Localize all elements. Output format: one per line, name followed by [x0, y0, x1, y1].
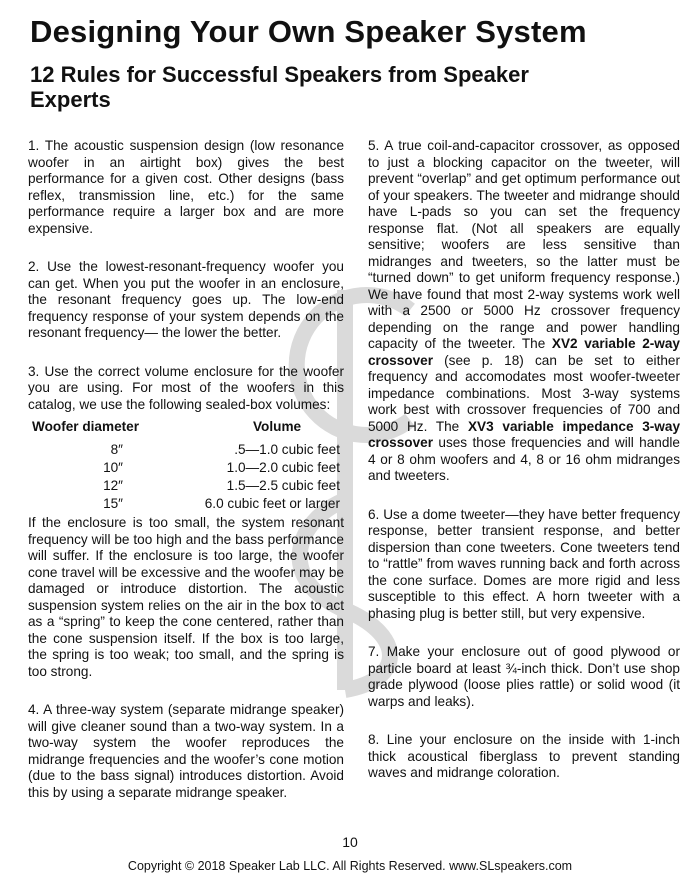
volume-cell: 6.0 cubic feet or larger — [204, 496, 340, 511]
page-number: 10 — [342, 834, 358, 850]
table-row — [32, 441, 344, 459]
rule-5-text-3: uses those frequencies and will handle 4 or 8 ohm woofers and 4, 8 or 16 ohm midranges and tweeters. — [368, 435, 680, 483]
enclosure-volume-table — [32, 419, 344, 513]
rule-3-intro: 3. Use the correct volume enclosure for the woofer you are using. For most of the woofers in this catalog, we use the following sealed-box volumes: — [28, 363, 344, 412]
rule-1: 1. The acoustic suspension design (low resonance woofer in an airtight box) gives the best performance for a given cost. Other designs (bass reflex, transmission line, etc.) for the same performance require a larger box and are more expensive. — [28, 138, 344, 236]
rule-5 — [368, 138, 680, 485]
rule-5-text-1: 5. A true coil-and-capacitor crossover, as opposed to just a blocking capacitor on the tweeter, will prevent “overlap” and get optimum performance out of your speakers. The tweeter and midrange should have L-pads so you can set the frequency response flat. (Not all speakers are equally sensitive; woofers are less sensitive than midranges and tweeters, so the latter must be “turned down” to get uniform frequency response.) We have found that most 2-way systems work well with a 2500 or 5000 Hz crossover frequency depending on the range and power handling capacity of the tweeter. The — [368, 138, 680, 351]
woofer-diameter-cell: 12″ — [103, 478, 123, 493]
xv2-crossover-name: XV2 variable 2-way crossover — [368, 336, 680, 368]
copyright-footer: Copyright © 2018 Speaker Lab LLC. All Rights Reserved. www.SLspeakers.com — [127, 859, 573, 873]
page-subtitle: 12 Rules for Successful Speakers from Speaker Experts — [30, 62, 529, 112]
rule-8: 8. Line your enclosure on the inside with 1-inch thick acoustical fiberglass to prevent standing waves and midrange coloration. — [368, 732, 680, 780]
woofer-diameter-cell: 10″ — [103, 460, 123, 475]
rule-6: 6. Use a dome tweeter—they have better frequency response, better transient response, and better dispersion than cone tweeters. Cone tweeters tend to “rattle” from waves running back and forth across the cone surface. Domes are more rigid and less susceptible to this effect. A horn tweeter with a phasing plug is better still, but very expensive. — [368, 506, 680, 621]
left-column — [28, 138, 344, 823]
table-header-woofer-diameter: Woofer diameter — [32, 419, 140, 434]
rule-7: 7. Make your enclosure out of good plywood or particle board at least ¾-inch thick. Don’t use shop grade plywood (loose plies rattle) or solid wood (it warps and leaks). — [368, 644, 680, 709]
table-header-volume: Volume — [253, 419, 302, 434]
rule-3-body: If the enclosure is too small, the system resonant frequency will be too high and the bass performance will suffer. If the enclosure is too large, the woofer cone travel will be excessive and the woofer may be damaged or introduce distortion. The acoustic suspension system relies on the air in the box to act as a “spring” to keep the cone centered, rather than the cone suspension itself. If the box is too large, the spring is too weak; too small, and the spring is too strong. — [28, 515, 344, 679]
rule-5-text-2: (see p. 18) can be set to either frequency and accomodates most woofer-tweeter impedance combinations. Most 3-way systems work best with crossover frequencies of 700 and 5000 Hz. The — [368, 352, 680, 434]
right-column — [368, 138, 680, 804]
xv3-crossover-name: XV3 variable impedance 3-way crossover — [368, 418, 680, 450]
table-row — [32, 495, 344, 513]
volume-cell: 1.5—2.5 cubic feet — [226, 478, 340, 493]
page-title: Designing Your Own Speaker System — [30, 14, 587, 49]
woofer-diameter-cell: 8″ — [110, 442, 123, 457]
rule-2: 2. Use the lowest-resonant-frequency woofer you can get. When you put the woofer in an enclosure, the resonant frequency goes up. The low-end frequency response of your system depends on the resonant frequency— the lower the better. — [28, 259, 344, 340]
woofer-diameter-cell: 15″ — [103, 496, 123, 511]
table-row — [32, 459, 344, 477]
rule-4: 4. A three-way system (separate midrange speaker) will give cleaner sound than a two-way system. In a two-way system the woofer reproduces the midrange frequencies and the woofer’s cone motion (due to the bass signal) introduces distortion. Avoid this by using a separate midrange speaker. — [28, 702, 344, 800]
volume-cell: 1.0—2.0 cubic feet — [226, 460, 340, 475]
volume-cell: .5—1.0 cubic feet — [234, 442, 340, 457]
table-row — [32, 477, 344, 495]
